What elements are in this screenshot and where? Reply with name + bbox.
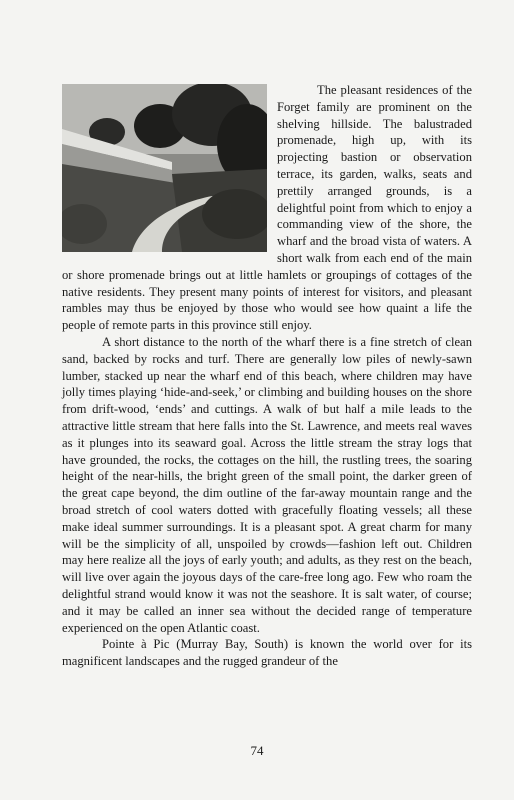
paragraph-3: Pointe à Pic (Murray Bay, South) is known the world over for its magnificent landscapes and the rugged grandeur of the <box>62 637 472 669</box>
page-number: 74 <box>250 743 264 758</box>
page-body <box>62 82 472 670</box>
paragraph-1: The pleasant residences of the Forget family are prominent on the shelving hillside. The balustraded promenade, high up, with its projecting bastion or observation terrace, its garden, walks, seats and prettily arranged grounds, is a delightful point from which to enjoy a commanding view of the shore, the wharf and the broad vista of waters. A short walk from each end of the main or shore promenade brings out at little hamlets or groupings of cottages of the native residents. They present many points of interest for visitors, and pleasant rambles may thus be enjoyed by those who would see how quaint a life the people of remote parts in this province still enjoy. <box>62 83 472 333</box>
paragraph-2: A short distance to the north of the wharf there is a fine stretch of clean sand, backed by rocks and turf. There are generally low piles of newly-sawn lumber, stacked up near the wharf end of this beach, where children may have jolly times playing ‘hide-and-seek,’ or climbing and building houses on the shore from drift-wood, ‘ends’ and cuttings. A walk of but half a mile leads to the attractive little stream that here falls into the St. Lawrence, and meets real waves as it plunges into its seaward goal. Across the little stream the stray logs that have grounded, the rocks, the cottages on the hill, the rustling trees, the soaring height of the near-hills, the bright green of the small point, the darker green of the great cape beyond, the dim outline of the far-away mountain range and the broad stretch of cool waters dotted with gracefully floating vessels; all these make ideal summer surroundings. It is a pleasant spot. A great charm for many will be the simplicity of all, unspoiled by crowds—fashion left out. Children may here realize all the joys of early youth; and adults, as they rest on the beach, will live over again the joyous days of the care-free long ago. Few who roam the delightful strand would know it was not the seashore. It is salt water, of course; and it may be called an inner sea without the decided range of temperature experienced on the open Atlantic coast. <box>62 334 472 635</box>
promenade-photo <box>62 84 267 252</box>
